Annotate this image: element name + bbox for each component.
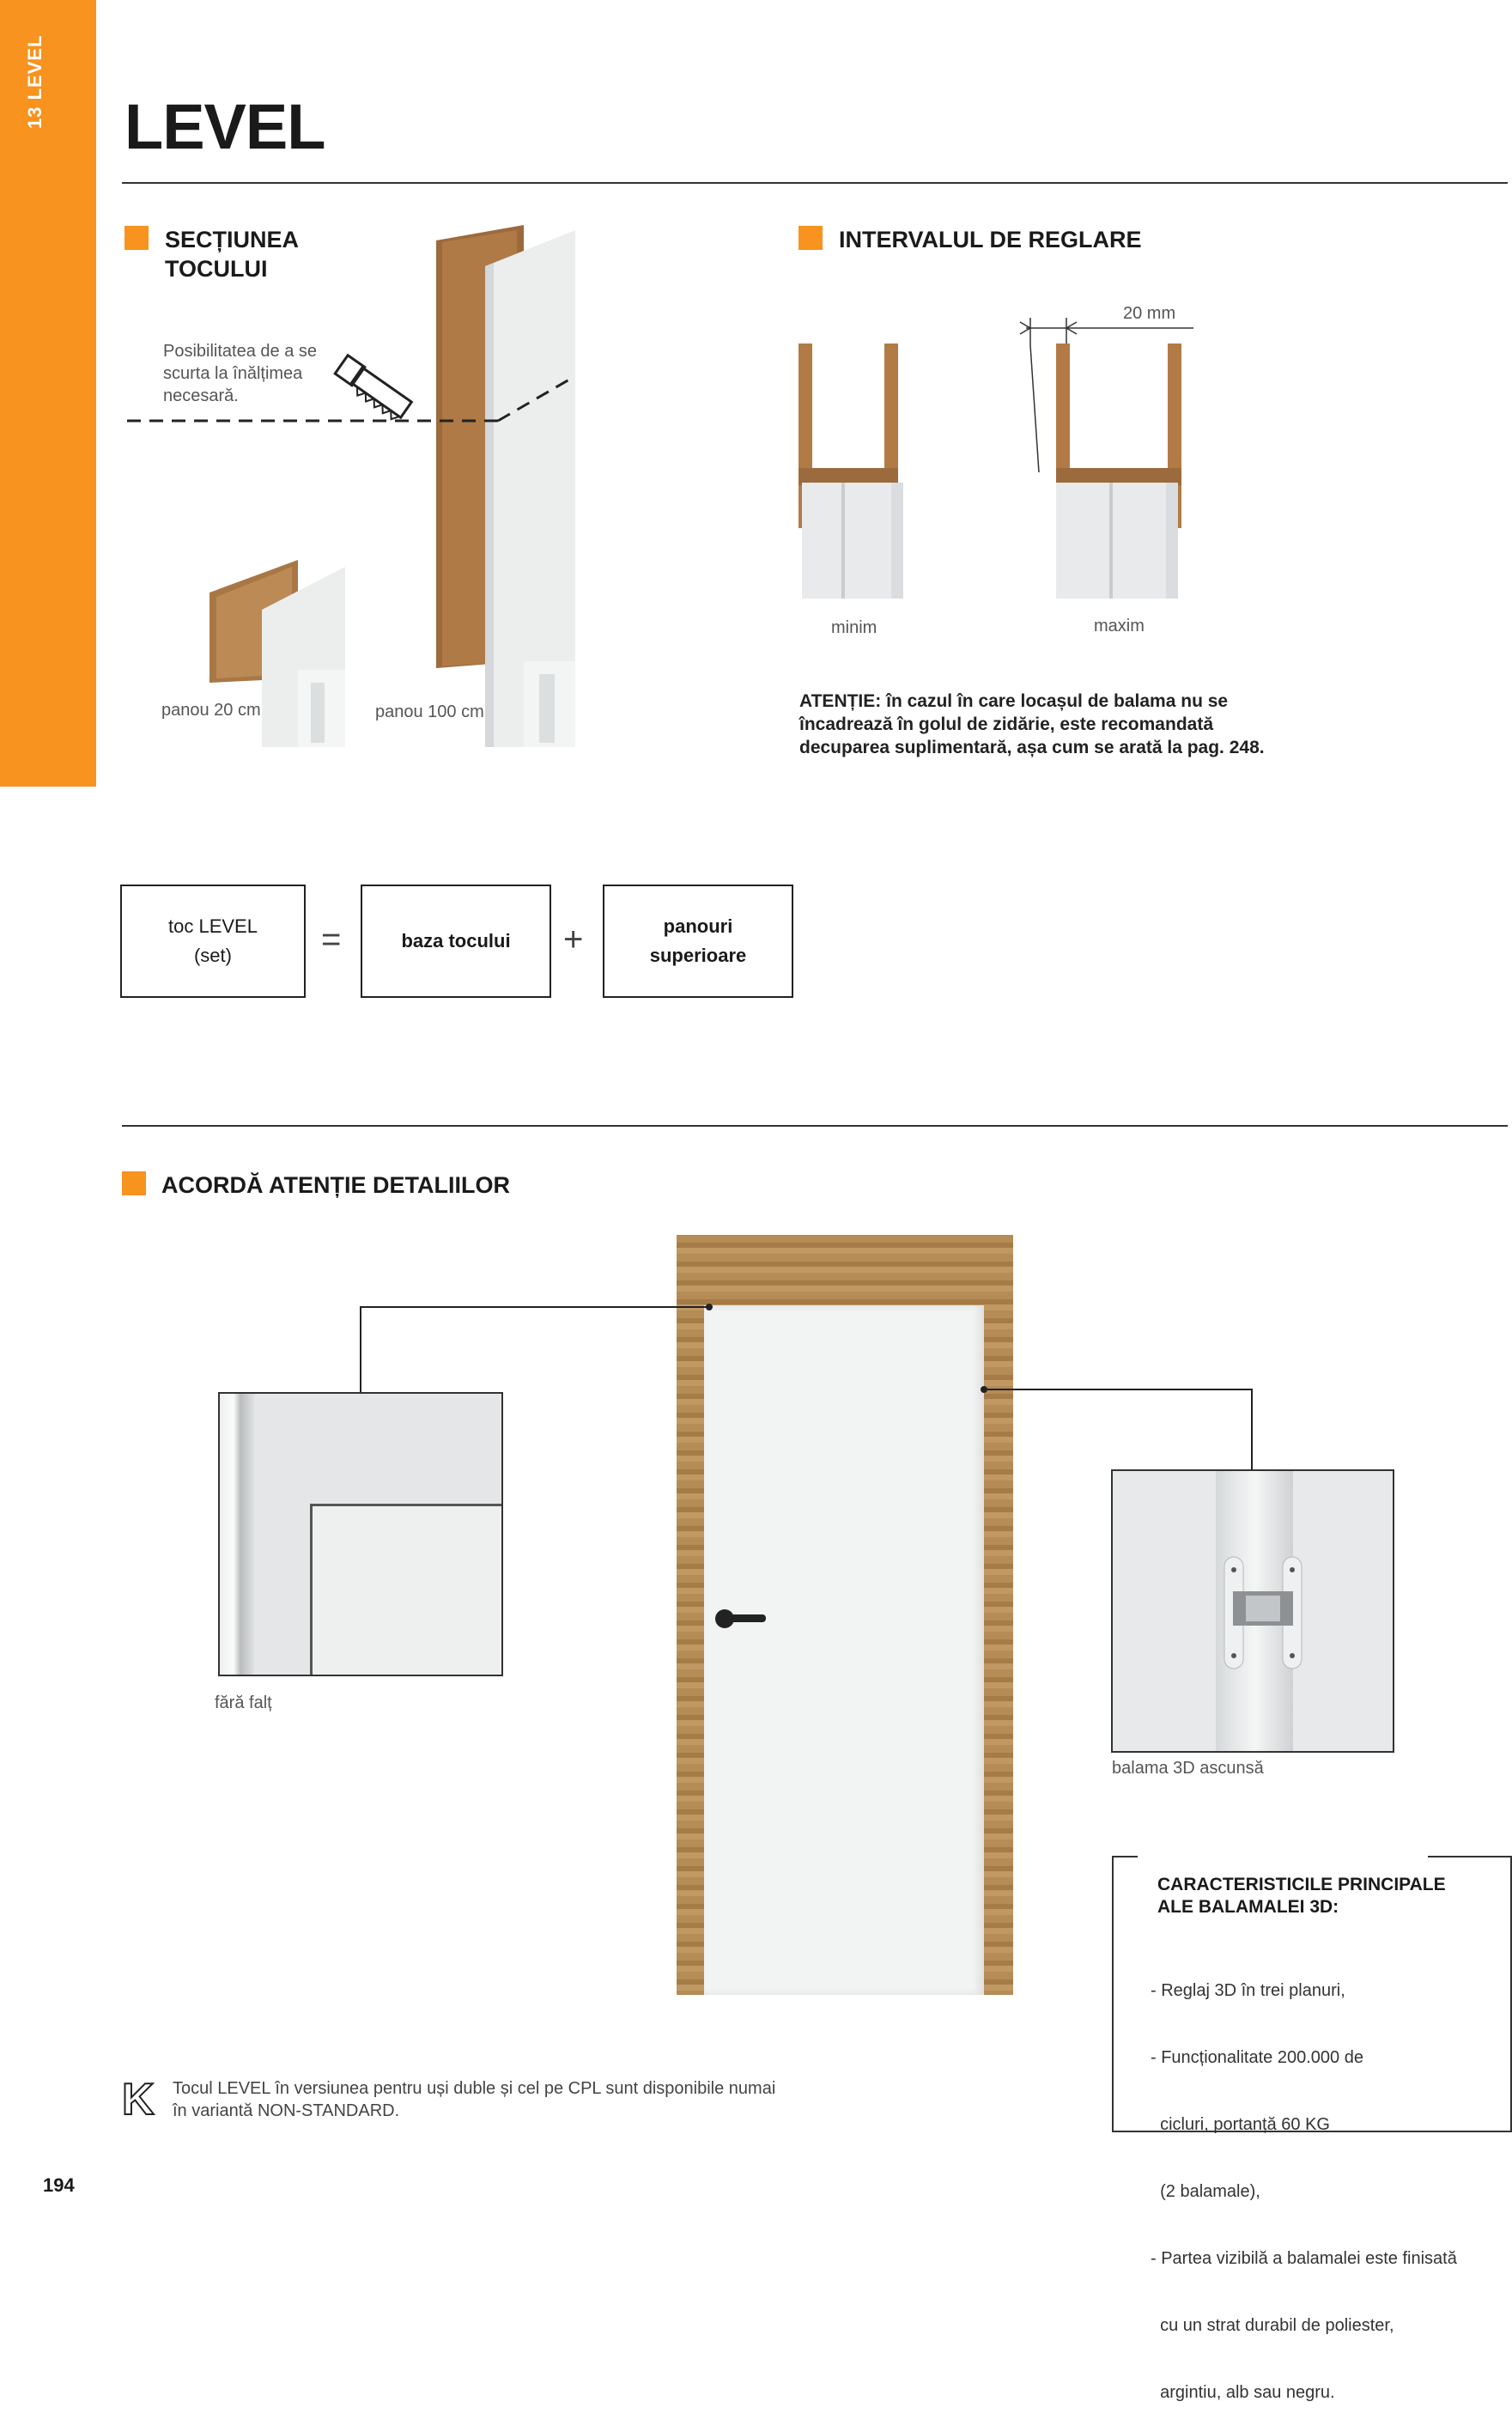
hinge-icon [1216,1548,1310,1677]
page-title: LEVEL [124,91,325,162]
hinge-photo [1111,1469,1394,1753]
formula-box-base: baza tocului [361,885,551,998]
attention-note: ATENȚIE: în cazul în care locașul de balama nu se încadrează în golul de zidărie, este recomandată decuparea suplimentară, așa cum se arată la pag. 248. [799,691,1265,757]
no-rebate-caption: fără falț [215,1693,272,1712]
plus-sign: + [563,921,584,958]
side-tab-label: 13 LEVEL [24,34,46,129]
max-label: maxim [1094,617,1145,635]
footnote-k-icon: K [122,2075,155,2125]
panel-20-label: panou 20 cm [161,701,261,720]
dimension-label: 20 mm [1123,304,1176,323]
details-heading: ACORDĂ ATENȚIE DETALIILOR [161,1172,510,1198]
no-rebate-photo [218,1392,503,1676]
hinge-caption: balama 3D ascunsă [1112,1759,1264,1778]
equals-sign: = [321,921,342,958]
formula-box-panels: panouri superioare [603,885,793,998]
min-label: minim [831,618,877,637]
panel-100-label: panou 100 cm [375,702,484,721]
formula-box-set: toc LEVEL (set) [120,885,306,998]
adjust-range-heading: INTERVALUL DE REGLARE [839,227,1142,252]
hinge-features-list: - Reglaj 3D în trei planuri, - Funcționalitate 200.000 de cicluri, portanță 60 KG (2 balamale), - Partea vizibilă a balamalei este finisată cu un strat durabil de poliester, argintiu, alb sau negru. [1151,1981,1457,2402]
hinge-features-title: CARACTERISTICILE PRINCIPALE ALE BALAMALEI 3D: [1157,1875,1446,1917]
section-frame-heading: SECȚIUNEA TOCULUI [165,227,300,282]
footnote-text: Tocul LEVEL în versiunea pentru uși duble și cel pe CPL sunt disponibile numai în variantă NON-STANDARD. [173,2079,776,2120]
shorten-note: Posibilitatea de a se scurta la înălțimea necesară. [163,342,318,405]
page-number: 194 [43,2174,75,2196]
